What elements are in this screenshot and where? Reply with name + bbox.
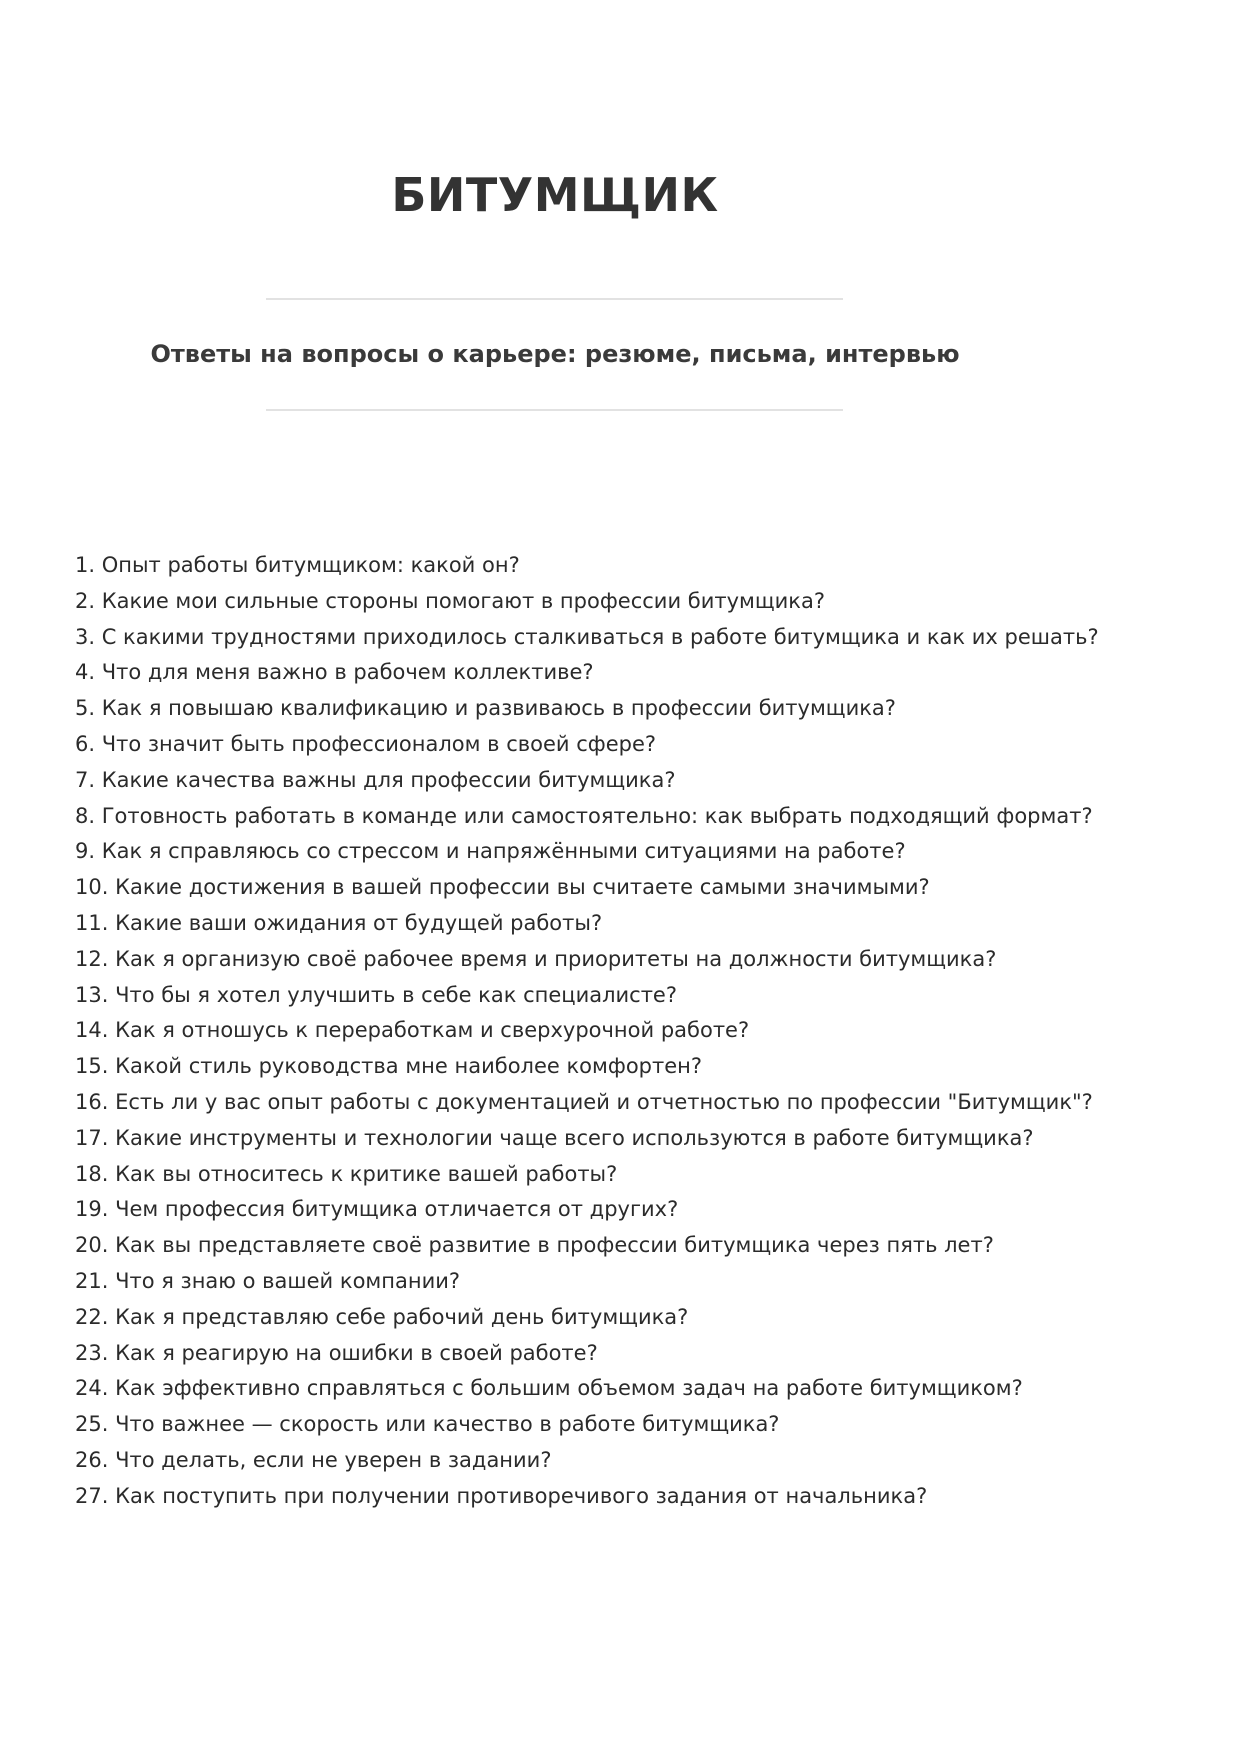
question-item: 2. Какие мои сильные стороны помогают в профессии битумщика? xyxy=(75,588,826,613)
question-item: 11. Какие ваши ожидания от будущей работы? xyxy=(75,910,603,935)
question-item: 3. С какими трудностями приходилось сталкиваться в работе битумщика и как их решать? xyxy=(75,624,1099,649)
question-item: 6. Что значит быть профессионалом в своей сфере? xyxy=(75,731,657,756)
page-title: БИТУМЩИК xyxy=(391,168,719,222)
question-item: 22. Как я представляю себе рабочий день битумщика? xyxy=(75,1304,689,1329)
question-item: 13. Что бы я хотел улучшить в себе как специалисте? xyxy=(75,982,677,1007)
question-item: 5. Как я повышаю квалификацию и развиваюсь в профессии битумщика? xyxy=(75,696,896,721)
question-item: 15. Какой стиль руководства мне наиболее комфортен? xyxy=(75,1054,703,1079)
questions-list xyxy=(75,548,1099,1515)
question-item: 8. Готовность работать в команде или самостоятельно: как выбрать подходящий формат? xyxy=(75,803,1093,828)
question-item: 24. Как эффективно справляться с большим объемом задач на работе битумщиком? xyxy=(75,1376,1023,1401)
question-item: 21. Что я знаю о вашей компании? xyxy=(75,1268,461,1293)
divider-bottom xyxy=(266,409,843,411)
question-item: 18. Как вы относитесь к критике вашей работы? xyxy=(75,1161,618,1186)
question-item: 26. Что делать, если не уверен в задании? xyxy=(75,1447,552,1472)
question-item: 12. Как я организую своё рабочее время и приоритеты на должности битумщика? xyxy=(75,946,997,971)
question-item: 23. Как я реагирую на ошибки в своей работе? xyxy=(75,1340,598,1365)
question-item: 25. Что важнее — скорость или качество в работе битумщика? xyxy=(75,1412,780,1437)
question-item: 9. Как я справляюсь со стрессом и напряжёнными ситуациями на работе? xyxy=(75,839,906,864)
question-item: 27. Как поступить при получении противоречивого задания от начальника? xyxy=(75,1483,928,1508)
question-item: 1. Опыт работы битумщиком: какой он? xyxy=(75,553,520,577)
question-item: 7. Какие качества важны для профессии битумщика? xyxy=(75,767,676,792)
question-item: 10. Какие достижения в вашей профессии вы считаете самыми значимыми? xyxy=(75,875,930,900)
divider-top xyxy=(266,298,843,300)
question-item: 20. Как вы представляете своё развитие в профессии битумщика через пять лет? xyxy=(75,1233,994,1258)
question-item: 19. Чем профессия битумщика отличается от других? xyxy=(75,1197,679,1222)
question-item: 14. Как я отношусь к переработкам и сверхурочной работе? xyxy=(75,1018,750,1043)
question-item: 16. Есть ли у вас опыт работы с документацией и отчетностью по профессии "Битумщик"? xyxy=(75,1089,1093,1114)
question-item: 4. Что для меня важно в рабочем коллективе? xyxy=(75,660,594,685)
page-subtitle: Ответы на вопросы о карьере: резюме, письма, интервью xyxy=(150,340,960,368)
question-item: 17. Какие инструменты и технологии чаще всего используются в работе битумщика? xyxy=(75,1125,1034,1150)
